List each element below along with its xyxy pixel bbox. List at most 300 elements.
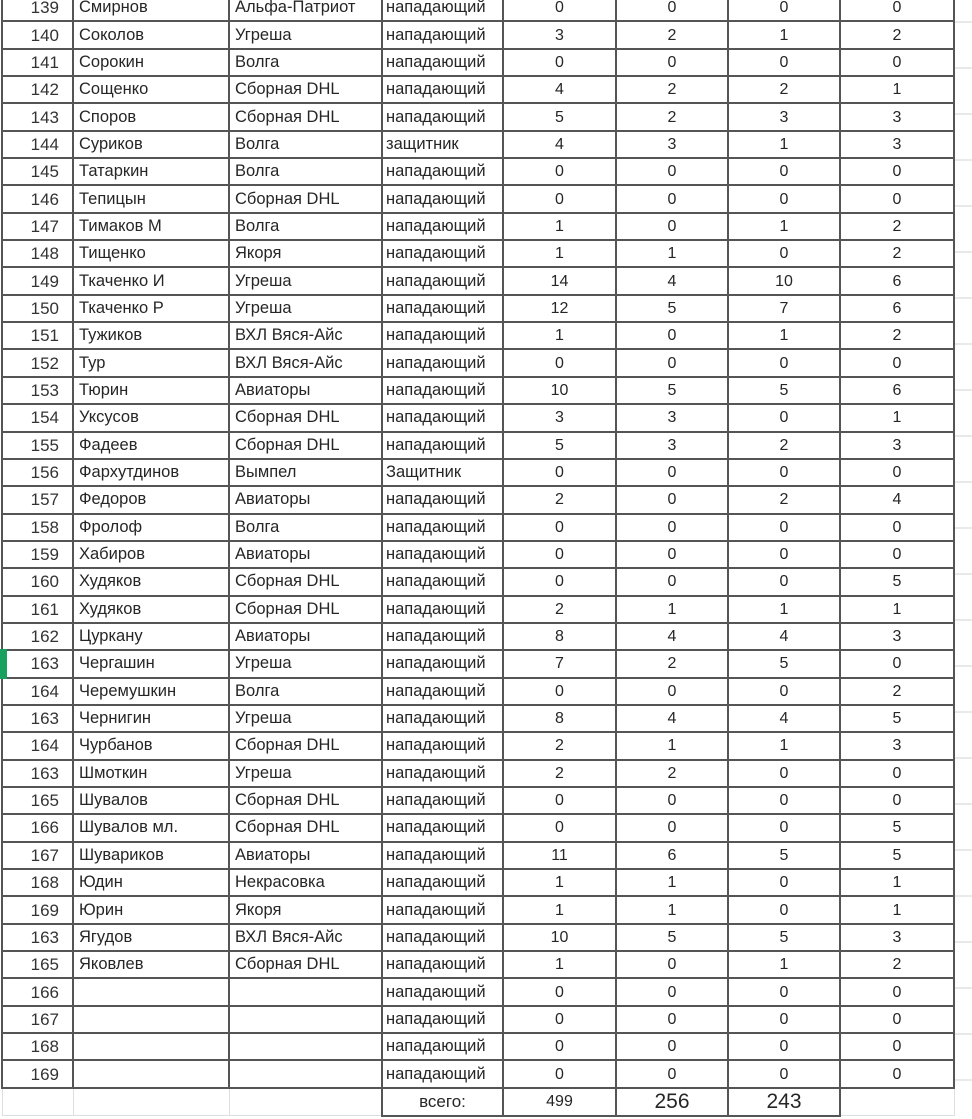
position-cell[interactable]: нападающий: [382, 49, 503, 76]
stat4-cell[interactable]: 0: [840, 650, 954, 677]
stat3-cell[interactable]: 0: [728, 541, 840, 568]
stat4-cell[interactable]: 0: [840, 459, 954, 486]
position-cell[interactable]: нападающий: [382, 349, 503, 376]
position-cell[interactable]: нападающий: [382, 377, 503, 404]
team-cell[interactable]: [229, 978, 382, 1005]
stat1-cell[interactable]: 0: [503, 978, 616, 1005]
stat3-cell[interactable]: 1: [728, 131, 840, 158]
position-cell[interactable]: нападающий: [382, 978, 503, 1005]
stat2-cell[interactable]: 2: [616, 21, 728, 48]
stat4-cell[interactable]: 6: [840, 295, 954, 322]
stat1-cell[interactable]: 2: [503, 732, 616, 759]
stat1-cell[interactable]: 1: [503, 869, 616, 896]
stat1-cell[interactable]: 0: [503, 1033, 616, 1060]
team-cell[interactable]: Авиаторы: [229, 623, 382, 650]
player-name-cell[interactable]: Цуркану: [73, 623, 229, 650]
position-cell[interactable]: нападающий: [382, 213, 503, 240]
stat2-cell[interactable]: 4: [616, 705, 728, 732]
stat2-cell[interactable]: 1: [616, 240, 728, 267]
position-cell[interactable]: нападающий: [382, 541, 503, 568]
stat3-cell[interactable]: 0: [728, 760, 840, 787]
player-name-cell[interactable]: Черемушкин: [73, 678, 229, 705]
stat1-cell[interactable]: 2: [503, 486, 616, 513]
row-number-cell[interactable]: 145: [2, 158, 73, 185]
stat4-cell[interactable]: 1: [840, 896, 954, 923]
stat2-cell[interactable]: 0: [616, 787, 728, 814]
row-number-cell[interactable]: 159: [2, 541, 73, 568]
position-cell[interactable]: защитник: [382, 131, 503, 158]
stat1-cell[interactable]: 0: [503, 541, 616, 568]
row-number-cell[interactable]: 155: [2, 432, 73, 459]
stat2-cell[interactable]: 0: [616, 349, 728, 376]
stat4-cell[interactable]: 6: [840, 267, 954, 294]
team-cell[interactable]: Вымпел: [229, 459, 382, 486]
row-number-cell[interactable]: 166: [2, 814, 73, 841]
row-number-cell[interactable]: 143: [2, 103, 73, 130]
stat3-cell[interactable]: 4: [728, 623, 840, 650]
player-name-cell[interactable]: Татаркин: [73, 158, 229, 185]
row-number-cell[interactable]: 169: [2, 896, 73, 923]
stat4-cell[interactable]: 0: [840, 514, 954, 541]
player-name-cell[interactable]: Споров: [73, 103, 229, 130]
position-cell[interactable]: нападающий: [382, 732, 503, 759]
stat3-cell[interactable]: 0: [728, 1060, 840, 1087]
stat2-cell[interactable]: 0: [616, 459, 728, 486]
stat3-cell[interactable]: 0: [728, 1033, 840, 1060]
team-cell[interactable]: Якоря: [229, 240, 382, 267]
stat4-cell[interactable]: 0: [840, 49, 954, 76]
stat4-cell[interactable]: 2: [840, 213, 954, 240]
stat3-cell[interactable]: 1: [728, 951, 840, 978]
stat4-cell[interactable]: 0: [840, 0, 954, 21]
stat2-cell[interactable]: 0: [616, 486, 728, 513]
position-cell[interactable]: нападающий: [382, 514, 503, 541]
stat4-cell[interactable]: 2: [840, 322, 954, 349]
stat1-cell[interactable]: 10: [503, 377, 616, 404]
player-name-cell[interactable]: Фролоф: [73, 514, 229, 541]
total-stat4-cell[interactable]: [840, 1088, 954, 1116]
stat3-cell[interactable]: 5: [728, 377, 840, 404]
position-cell[interactable]: нападающий: [382, 21, 503, 48]
stat4-cell[interactable]: 2: [840, 21, 954, 48]
player-name-cell[interactable]: Тищенко: [73, 240, 229, 267]
row-number-cell[interactable]: 152: [2, 349, 73, 376]
row-number-cell[interactable]: 165: [2, 787, 73, 814]
stat4-cell[interactable]: 5: [840, 842, 954, 869]
stat4-cell[interactable]: 6: [840, 377, 954, 404]
team-cell[interactable]: Угреша: [229, 760, 382, 787]
total-stat2-cell[interactable]: 256: [616, 1088, 728, 1116]
stat3-cell[interactable]: 0: [728, 185, 840, 212]
row-number-cell[interactable]: 164: [2, 732, 73, 759]
stat4-cell[interactable]: 1: [840, 404, 954, 431]
team-cell[interactable]: Волга: [229, 158, 382, 185]
position-cell[interactable]: нападающий: [382, 1033, 503, 1060]
stat1-cell[interactable]: 0: [503, 349, 616, 376]
stat3-cell[interactable]: 0: [728, 240, 840, 267]
player-name-cell[interactable]: Шувалов: [73, 787, 229, 814]
position-cell[interactable]: нападающий: [382, 185, 503, 212]
stat4-cell[interactable]: 3: [840, 732, 954, 759]
stat4-cell[interactable]: 3: [840, 432, 954, 459]
row-number-cell[interactable]: 144: [2, 131, 73, 158]
team-cell[interactable]: Сборная DHL: [229, 814, 382, 841]
stat3-cell[interactable]: 0: [728, 814, 840, 841]
stat1-cell[interactable]: 0: [503, 0, 616, 21]
team-cell[interactable]: Сборная DHL: [229, 432, 382, 459]
stat2-cell[interactable]: 5: [616, 924, 728, 951]
player-name-cell[interactable]: Чергашин: [73, 650, 229, 677]
stat4-cell[interactable]: 2: [840, 678, 954, 705]
stat4-cell[interactable]: 0: [840, 1006, 954, 1033]
stat2-cell[interactable]: 2: [616, 103, 728, 130]
stat1-cell[interactable]: 4: [503, 131, 616, 158]
stat4-cell[interactable]: 1: [840, 596, 954, 623]
stat2-cell[interactable]: 0: [616, 568, 728, 595]
row-number-cell[interactable]: 163: [2, 760, 73, 787]
stat2-cell[interactable]: 5: [616, 377, 728, 404]
row-number-cell[interactable]: 141: [2, 49, 73, 76]
stat2-cell[interactable]: 0: [616, 158, 728, 185]
player-name-cell[interactable]: Фархутдинов: [73, 459, 229, 486]
stat1-cell[interactable]: 1: [503, 240, 616, 267]
stat3-cell[interactable]: 0: [728, 514, 840, 541]
total-empty-team-cell[interactable]: [229, 1088, 382, 1116]
team-cell[interactable]: Некрасовка: [229, 869, 382, 896]
stat1-cell[interactable]: 0: [503, 787, 616, 814]
position-cell[interactable]: нападающий: [382, 0, 503, 21]
row-number-cell[interactable]: 140: [2, 21, 73, 48]
total-stat3-cell[interactable]: 243: [728, 1088, 840, 1116]
team-cell[interactable]: ВХЛ Вяся-Айс: [229, 322, 382, 349]
stat1-cell[interactable]: 8: [503, 705, 616, 732]
stat3-cell[interactable]: 1: [728, 596, 840, 623]
player-name-cell[interactable]: Уксусов: [73, 404, 229, 431]
team-cell[interactable]: Сборная DHL: [229, 787, 382, 814]
stat4-cell[interactable]: 0: [840, 760, 954, 787]
team-cell[interactable]: Сборная DHL: [229, 732, 382, 759]
stat1-cell[interactable]: 0: [503, 568, 616, 595]
stat4-cell[interactable]: 5: [840, 705, 954, 732]
player-name-cell[interactable]: Ягудов: [73, 924, 229, 951]
position-cell[interactable]: нападающий: [382, 1006, 503, 1033]
team-cell[interactable]: Сборная DHL: [229, 185, 382, 212]
stat2-cell[interactable]: 6: [616, 842, 728, 869]
stat1-cell[interactable]: 10: [503, 924, 616, 951]
position-cell[interactable]: нападающий: [382, 623, 503, 650]
player-name-cell[interactable]: Чурбанов: [73, 732, 229, 759]
stat1-cell[interactable]: 1: [503, 322, 616, 349]
team-cell[interactable]: Волга: [229, 514, 382, 541]
team-cell[interactable]: Волга: [229, 678, 382, 705]
row-number-cell[interactable]: 162: [2, 623, 73, 650]
stat1-cell[interactable]: 3: [503, 21, 616, 48]
stat2-cell[interactable]: 0: [616, 978, 728, 1005]
player-name-cell[interactable]: Тюрин: [73, 377, 229, 404]
row-number-cell[interactable]: 168: [2, 1033, 73, 1060]
stat4-cell[interactable]: 0: [840, 158, 954, 185]
stat4-cell[interactable]: 4: [840, 486, 954, 513]
team-cell[interactable]: Сборная DHL: [229, 103, 382, 130]
stat4-cell[interactable]: 3: [840, 103, 954, 130]
stat1-cell[interactable]: 2: [503, 760, 616, 787]
row-number-cell[interactable]: 161: [2, 596, 73, 623]
position-cell[interactable]: нападающий: [382, 568, 503, 595]
player-name-cell[interactable]: Тепицын: [73, 185, 229, 212]
team-cell[interactable]: Волга: [229, 213, 382, 240]
stat2-cell[interactable]: 3: [616, 404, 728, 431]
player-name-cell[interactable]: Яковлев: [73, 951, 229, 978]
position-cell[interactable]: нападающий: [382, 404, 503, 431]
stat3-cell[interactable]: 0: [728, 404, 840, 431]
stat4-cell[interactable]: 0: [840, 1033, 954, 1060]
total-stat1-cell[interactable]: 499: [503, 1088, 616, 1116]
stat2-cell[interactable]: 0: [616, 1006, 728, 1033]
stat1-cell[interactable]: 1: [503, 951, 616, 978]
stat2-cell[interactable]: 1: [616, 896, 728, 923]
position-cell[interactable]: нападающий: [382, 322, 503, 349]
stat4-cell[interactable]: 5: [840, 568, 954, 595]
row-number-cell[interactable]: 164: [2, 678, 73, 705]
team-cell[interactable]: Волга: [229, 131, 382, 158]
stat2-cell[interactable]: 2: [616, 76, 728, 103]
team-cell[interactable]: Авиаторы: [229, 486, 382, 513]
row-number-cell[interactable]: 151: [2, 322, 73, 349]
stat3-cell[interactable]: 0: [728, 0, 840, 21]
team-cell[interactable]: Сборная DHL: [229, 404, 382, 431]
stat1-cell[interactable]: 0: [503, 1060, 616, 1087]
stat2-cell[interactable]: 0: [616, 678, 728, 705]
position-cell[interactable]: нападающий: [382, 869, 503, 896]
row-number-cell[interactable]: 147: [2, 213, 73, 240]
stat2-cell[interactable]: 3: [616, 131, 728, 158]
stat3-cell[interactable]: 5: [728, 924, 840, 951]
player-name-cell[interactable]: Ткаченко Р: [73, 295, 229, 322]
stat3-cell[interactable]: 10: [728, 267, 840, 294]
stat3-cell[interactable]: 2: [728, 432, 840, 459]
row-number-cell[interactable]: 146: [2, 185, 73, 212]
position-cell[interactable]: нападающий: [382, 814, 503, 841]
player-name-cell[interactable]: Сощенко: [73, 76, 229, 103]
row-number-cell[interactable]: 150: [2, 295, 73, 322]
stat4-cell[interactable]: 1: [840, 76, 954, 103]
stat2-cell[interactable]: 0: [616, 814, 728, 841]
player-name-cell[interactable]: [73, 1033, 229, 1060]
stat3-cell[interactable]: 4: [728, 705, 840, 732]
stat1-cell[interactable]: 11: [503, 842, 616, 869]
stat1-cell[interactable]: 7: [503, 650, 616, 677]
stat4-cell[interactable]: 0: [840, 541, 954, 568]
stat4-cell[interactable]: 0: [840, 185, 954, 212]
stat3-cell[interactable]: 0: [728, 568, 840, 595]
team-cell[interactable]: [229, 1006, 382, 1033]
row-number-cell[interactable]: 167: [2, 842, 73, 869]
stat1-cell[interactable]: 4: [503, 76, 616, 103]
position-cell[interactable]: нападающий: [382, 787, 503, 814]
stat3-cell[interactable]: 2: [728, 486, 840, 513]
player-name-cell[interactable]: Фадеев: [73, 432, 229, 459]
position-cell[interactable]: нападающий: [382, 896, 503, 923]
position-cell[interactable]: нападающий: [382, 650, 503, 677]
stat2-cell[interactable]: 0: [616, 322, 728, 349]
stat3-cell[interactable]: 0: [728, 978, 840, 1005]
row-number-cell[interactable]: 156: [2, 459, 73, 486]
position-cell[interactable]: нападающий: [382, 1060, 503, 1087]
player-name-cell[interactable]: Шувалов мл.: [73, 814, 229, 841]
stat2-cell[interactable]: 0: [616, 951, 728, 978]
team-cell[interactable]: ВХЛ Вяся-Айс: [229, 349, 382, 376]
row-number-cell[interactable]: 165: [2, 951, 73, 978]
team-cell[interactable]: Авиаторы: [229, 377, 382, 404]
stat1-cell[interactable]: 0: [503, 514, 616, 541]
stat3-cell[interactable]: 1: [728, 322, 840, 349]
stat4-cell[interactable]: 0: [840, 1060, 954, 1087]
total-label-cell[interactable]: всего:: [382, 1088, 503, 1116]
stat4-cell[interactable]: 2: [840, 951, 954, 978]
position-cell[interactable]: нападающий: [382, 951, 503, 978]
row-number-cell[interactable]: 142: [2, 76, 73, 103]
stat2-cell[interactable]: 0: [616, 1033, 728, 1060]
stat4-cell[interactable]: 5: [840, 814, 954, 841]
stat1-cell[interactable]: 0: [503, 185, 616, 212]
position-cell[interactable]: нападающий: [382, 678, 503, 705]
player-name-cell[interactable]: Сорокин: [73, 49, 229, 76]
row-selection-handle[interactable]: [0, 649, 7, 678]
team-cell[interactable]: Сборная DHL: [229, 596, 382, 623]
stat1-cell[interactable]: 5: [503, 432, 616, 459]
row-number-cell[interactable]: 169: [2, 1060, 73, 1087]
player-name-cell[interactable]: Чернигин: [73, 705, 229, 732]
stat3-cell[interactable]: 0: [728, 349, 840, 376]
stat3-cell[interactable]: 1: [728, 213, 840, 240]
total-empty-number-cell[interactable]: [2, 1088, 73, 1116]
stat2-cell[interactable]: 4: [616, 267, 728, 294]
row-number-cell[interactable]: 163: [2, 650, 73, 677]
stat1-cell[interactable]: 2: [503, 596, 616, 623]
player-name-cell[interactable]: Смирнов: [73, 0, 229, 21]
player-name-cell[interactable]: Ткаченко И: [73, 267, 229, 294]
team-cell[interactable]: Альфа-Патриот: [229, 0, 382, 21]
position-cell[interactable]: нападающий: [382, 842, 503, 869]
row-number-cell[interactable]: 168: [2, 869, 73, 896]
team-cell[interactable]: Якоря: [229, 896, 382, 923]
team-cell[interactable]: Сборная DHL: [229, 951, 382, 978]
stat3-cell[interactable]: 5: [728, 650, 840, 677]
position-cell[interactable]: нападающий: [382, 924, 503, 951]
stat2-cell[interactable]: 0: [616, 541, 728, 568]
player-name-cell[interactable]: Шмоткин: [73, 760, 229, 787]
stat1-cell[interactable]: 0: [503, 158, 616, 185]
stat1-cell[interactable]: 0: [503, 1006, 616, 1033]
stat3-cell[interactable]: 0: [728, 1006, 840, 1033]
stat1-cell[interactable]: 1: [503, 896, 616, 923]
row-number-cell[interactable]: 160: [2, 568, 73, 595]
stat1-cell[interactable]: 0: [503, 678, 616, 705]
position-cell[interactable]: нападающий: [382, 76, 503, 103]
stat3-cell[interactable]: 0: [728, 678, 840, 705]
row-number-cell[interactable]: 154: [2, 404, 73, 431]
stat2-cell[interactable]: 0: [616, 213, 728, 240]
stat1-cell[interactable]: 14: [503, 267, 616, 294]
stat2-cell[interactable]: 2: [616, 760, 728, 787]
position-cell[interactable]: нападающий: [382, 760, 503, 787]
stat4-cell[interactable]: 3: [840, 623, 954, 650]
player-name-cell[interactable]: [73, 1060, 229, 1087]
team-cell[interactable]: ВХЛ Вяся-Айс: [229, 924, 382, 951]
stat3-cell[interactable]: 0: [728, 459, 840, 486]
stat1-cell[interactable]: 0: [503, 459, 616, 486]
stat2-cell[interactable]: 1: [616, 732, 728, 759]
stat2-cell[interactable]: 4: [616, 623, 728, 650]
position-cell[interactable]: нападающий: [382, 432, 503, 459]
row-number-cell[interactable]: 163: [2, 924, 73, 951]
stat4-cell[interactable]: 2: [840, 240, 954, 267]
row-number-cell[interactable]: 153: [2, 377, 73, 404]
team-cell[interactable]: [229, 1060, 382, 1087]
player-name-cell[interactable]: Юрин: [73, 896, 229, 923]
player-name-cell[interactable]: Хабиров: [73, 541, 229, 568]
stat3-cell[interactable]: 1: [728, 21, 840, 48]
stat3-cell[interactable]: 0: [728, 869, 840, 896]
row-number-cell[interactable]: 158: [2, 514, 73, 541]
row-number-cell[interactable]: 149: [2, 267, 73, 294]
row-number-cell[interactable]: 166: [2, 978, 73, 1005]
team-cell[interactable]: Угреша: [229, 295, 382, 322]
position-cell[interactable]: нападающий: [382, 596, 503, 623]
stat2-cell[interactable]: 0: [616, 514, 728, 541]
team-cell[interactable]: Волга: [229, 49, 382, 76]
player-name-cell[interactable]: Соколов: [73, 21, 229, 48]
player-name-cell[interactable]: Худяков: [73, 568, 229, 595]
row-number-cell[interactable]: 167: [2, 1006, 73, 1033]
player-name-cell[interactable]: [73, 1006, 229, 1033]
team-cell[interactable]: Угреша: [229, 267, 382, 294]
team-cell[interactable]: Угреша: [229, 705, 382, 732]
team-cell[interactable]: Угреша: [229, 650, 382, 677]
position-cell[interactable]: нападающий: [382, 267, 503, 294]
player-name-cell[interactable]: Тур: [73, 349, 229, 376]
stat2-cell[interactable]: 0: [616, 185, 728, 212]
stat1-cell[interactable]: 8: [503, 623, 616, 650]
stat4-cell[interactable]: 3: [840, 131, 954, 158]
position-cell[interactable]: Защитник: [382, 459, 503, 486]
stat1-cell[interactable]: 1: [503, 213, 616, 240]
team-cell[interactable]: Авиаторы: [229, 842, 382, 869]
team-cell[interactable]: Авиаторы: [229, 541, 382, 568]
stat3-cell[interactable]: 0: [728, 158, 840, 185]
stat4-cell[interactable]: 0: [840, 978, 954, 1005]
stat2-cell[interactable]: 2: [616, 650, 728, 677]
stat1-cell[interactable]: 12: [503, 295, 616, 322]
stat2-cell[interactable]: 0: [616, 1060, 728, 1087]
player-name-cell[interactable]: Тужиков: [73, 322, 229, 349]
player-name-cell[interactable]: Федоров: [73, 486, 229, 513]
stat2-cell[interactable]: 0: [616, 0, 728, 21]
position-cell[interactable]: нападающий: [382, 705, 503, 732]
stat3-cell[interactable]: 3: [728, 103, 840, 130]
team-cell[interactable]: [229, 1033, 382, 1060]
stat3-cell[interactable]: 7: [728, 295, 840, 322]
stat3-cell[interactable]: 0: [728, 49, 840, 76]
position-cell[interactable]: нападающий: [382, 103, 503, 130]
stat2-cell[interactable]: 3: [616, 432, 728, 459]
stat2-cell[interactable]: 0: [616, 49, 728, 76]
stat3-cell[interactable]: 0: [728, 896, 840, 923]
player-name-cell[interactable]: [73, 978, 229, 1005]
team-cell[interactable]: Сборная DHL: [229, 76, 382, 103]
stat4-cell[interactable]: 3: [840, 924, 954, 951]
stat3-cell[interactable]: 1: [728, 732, 840, 759]
